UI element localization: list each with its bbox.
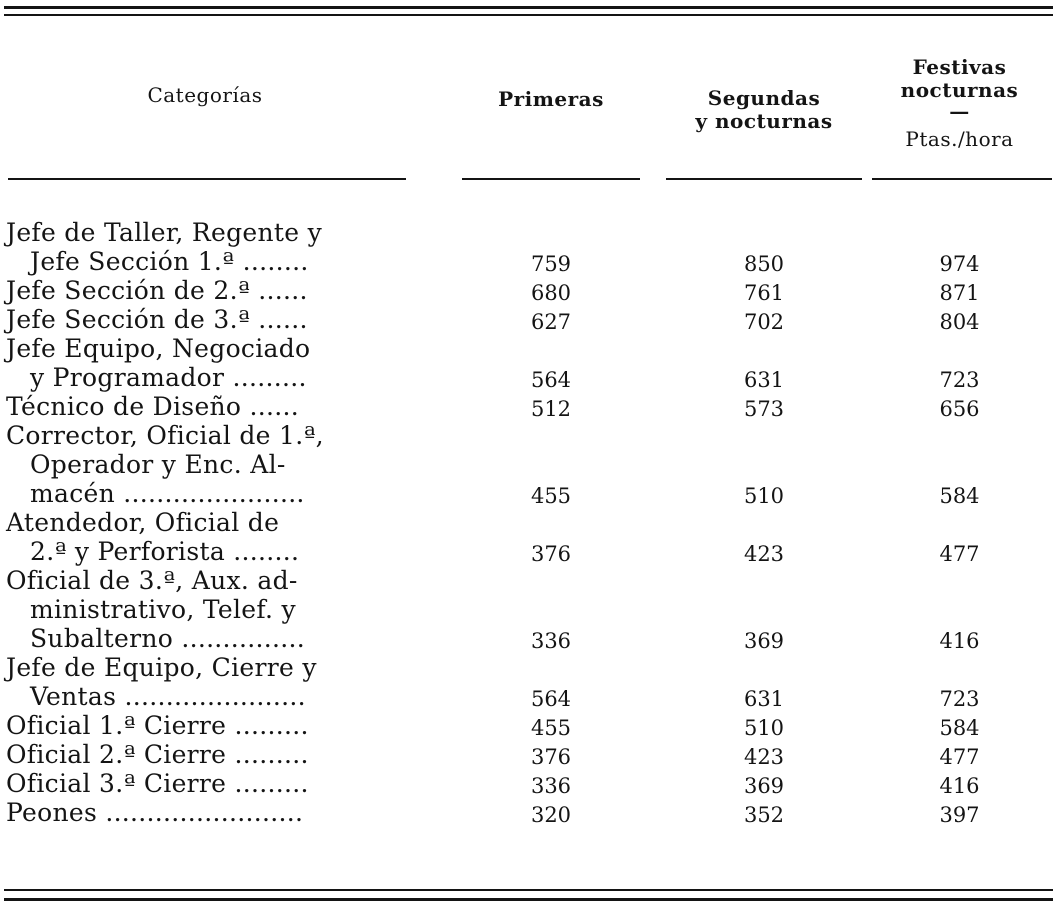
cell-festivas: 723 bbox=[939, 368, 980, 392]
cell-segundas: 761 bbox=[743, 281, 785, 305]
cell-festivas: 804 bbox=[939, 310, 980, 334]
cell-segundas: 369 bbox=[743, 774, 785, 798]
header-festivas-line1: Festivas bbox=[912, 55, 1007, 79]
cell-festivas: 416 bbox=[939, 774, 980, 798]
cell-segundas: 702 bbox=[743, 310, 785, 334]
category-line: Oficial 1.ª Cierre ......... bbox=[6, 711, 309, 740]
cell-primeras: 455 bbox=[530, 716, 572, 740]
category-line: Jefe de Equipo, Cierre y bbox=[6, 653, 317, 682]
cell-segundas: 573 bbox=[743, 397, 785, 421]
cell-segundas: 510 bbox=[743, 716, 785, 740]
cell-segundas: 423 bbox=[743, 745, 785, 769]
table-row-category bbox=[6, 508, 408, 566]
cell-festivas: 584 bbox=[939, 484, 980, 508]
header-segundas-line2: y nocturnas bbox=[695, 109, 833, 133]
table-row-category bbox=[6, 711, 408, 740]
cell-primeras: 320 bbox=[530, 803, 572, 827]
top-double-rule-lower bbox=[4, 14, 1053, 16]
cell-primeras: 759 bbox=[530, 252, 572, 276]
category-line: Operador y Enc. Al- bbox=[30, 450, 286, 479]
category-line: Peones ........................ bbox=[6, 798, 304, 827]
header-underline-primeras bbox=[462, 178, 640, 180]
cell-primeras: 336 bbox=[530, 629, 572, 653]
cell-segundas: 423 bbox=[743, 542, 785, 566]
cell-festivas: 974 bbox=[939, 252, 980, 276]
category-line: Jefe Sección 1.ª ........ bbox=[30, 247, 309, 276]
bottom-double-rule-upper bbox=[4, 889, 1053, 891]
header-festivas-dash: — bbox=[949, 99, 970, 123]
cell-primeras: 376 bbox=[530, 745, 572, 769]
table-row-category bbox=[6, 218, 408, 276]
cell-festivas: 871 bbox=[939, 281, 980, 305]
cell-primeras: 376 bbox=[530, 542, 572, 566]
header-festivas-line2: nocturnas bbox=[900, 78, 1019, 102]
cell-segundas: 510 bbox=[743, 484, 785, 508]
category-line: Jefe Equipo, Negociado bbox=[6, 334, 311, 363]
header-festivas bbox=[868, 56, 1051, 151]
cell-festivas: 416 bbox=[939, 629, 980, 653]
table-row-category bbox=[6, 305, 408, 334]
bottom-double-rule-lower bbox=[4, 898, 1053, 901]
category-line: ministrativo, Telef. y bbox=[30, 595, 296, 624]
cell-primeras: 455 bbox=[530, 484, 572, 508]
cell-festivas: 723 bbox=[939, 687, 980, 711]
cell-primeras: 512 bbox=[530, 397, 572, 421]
category-line: Jefe Sección de 3.ª ...... bbox=[6, 305, 308, 334]
cell-primeras: 564 bbox=[530, 368, 572, 392]
table-row-category bbox=[6, 798, 408, 827]
header-segundas bbox=[666, 87, 862, 133]
header-units: Ptas./hora bbox=[905, 127, 1014, 151]
header-underline-categorias bbox=[8, 178, 406, 180]
category-line: Oficial 2.ª Cierre ......... bbox=[6, 740, 309, 769]
cell-primeras: 564 bbox=[530, 687, 572, 711]
cell-festivas: 477 bbox=[939, 745, 980, 769]
header-categorias: Categorías bbox=[147, 83, 263, 107]
cell-segundas: 631 bbox=[743, 368, 785, 392]
table-row-category bbox=[6, 276, 408, 305]
cell-festivas: 477 bbox=[939, 542, 980, 566]
cell-festivas: 397 bbox=[939, 803, 980, 827]
table-row-category bbox=[6, 653, 408, 711]
cell-segundas: 369 bbox=[743, 629, 785, 653]
table-row-category bbox=[6, 566, 408, 653]
category-line: Oficial de 3.ª, Aux. ad- bbox=[6, 566, 298, 595]
category-line: y Programador ......... bbox=[30, 363, 307, 392]
cell-segundas: 850 bbox=[743, 252, 785, 276]
header-primeras: Primeras bbox=[498, 87, 604, 111]
top-double-rule-upper bbox=[4, 6, 1053, 9]
category-line: Oficial 3.ª Cierre ......... bbox=[6, 769, 309, 798]
category-line: Ventas ...................... bbox=[30, 682, 306, 711]
cell-primeras: 680 bbox=[530, 281, 572, 305]
table-row-category bbox=[6, 421, 408, 508]
cell-festivas: 656 bbox=[939, 397, 980, 421]
category-line: 2.ª y Perforista ........ bbox=[30, 537, 300, 566]
category-line: Atendedor, Oficial de bbox=[6, 508, 280, 537]
header-underline-festivas bbox=[872, 178, 1052, 180]
table-row-category bbox=[6, 392, 408, 421]
cell-primeras: 336 bbox=[530, 774, 572, 798]
category-line: Corrector, Oficial de 1.ª, bbox=[6, 421, 324, 450]
category-line: macén ...................... bbox=[30, 479, 305, 508]
category-line: Jefe Sección de 2.ª ...... bbox=[6, 276, 308, 305]
cell-festivas: 584 bbox=[939, 716, 980, 740]
cell-segundas: 631 bbox=[743, 687, 785, 711]
header-underline-segundas bbox=[666, 178, 862, 180]
header-segundas-line1: Segundas bbox=[707, 86, 821, 110]
category-line: Jefe de Taller, Regente y bbox=[6, 218, 323, 247]
category-line: Subalterno ............... bbox=[30, 624, 306, 653]
table-row-category bbox=[6, 769, 408, 798]
table-row-category bbox=[6, 334, 408, 392]
category-line: Técnico de Diseño ...... bbox=[6, 392, 300, 421]
table-row-category bbox=[6, 740, 408, 769]
cell-primeras: 627 bbox=[530, 310, 572, 334]
cell-segundas: 352 bbox=[743, 803, 785, 827]
